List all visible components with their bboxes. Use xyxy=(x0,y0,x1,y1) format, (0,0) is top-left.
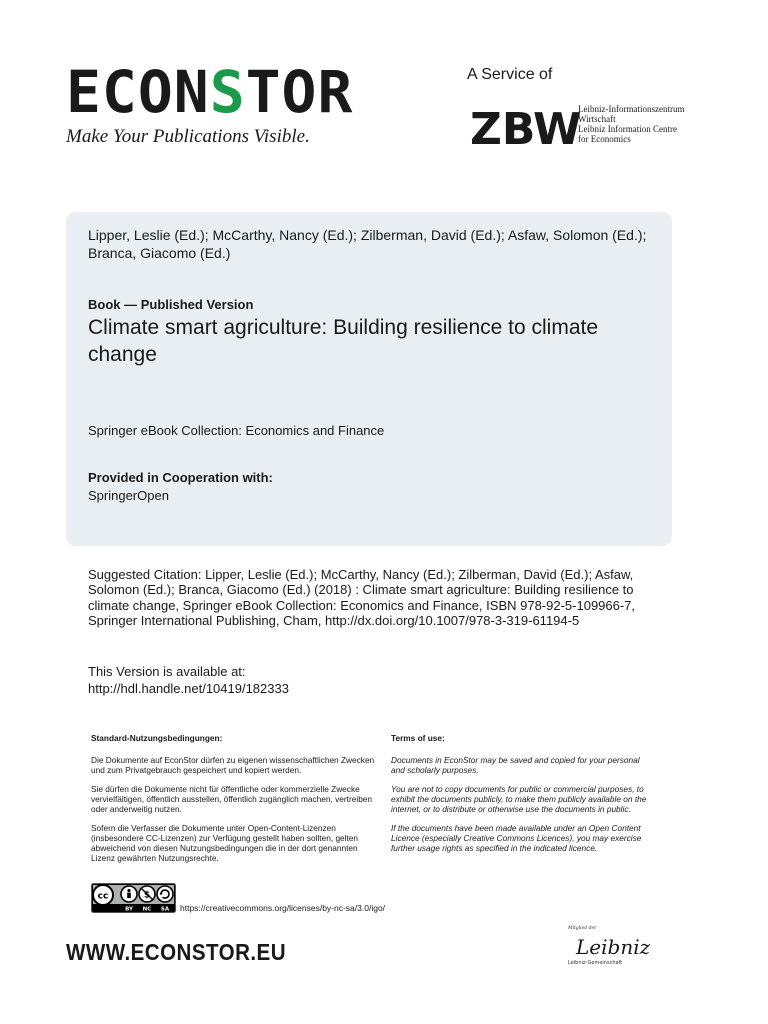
svg-text:$: $ xyxy=(143,890,151,901)
terms-german-heading: Standard-Nutzungsbedingungen: xyxy=(91,733,223,743)
leibniz-logo xyxy=(566,922,651,972)
zbw-line: Leibniz-Informationszentrum xyxy=(578,104,685,114)
zbw-logo-text: ZBW xyxy=(470,104,582,155)
terms-english-paragraph: If the documents have been made available under an Open Content Licence (especially Creative Commons Licences), you may exercise further usage rights as specified in the indicated licence. xyxy=(391,823,642,853)
service-of-label: A Service of xyxy=(467,66,553,83)
terms-german xyxy=(91,733,376,872)
leibniz-script-text: Leibniz xyxy=(576,935,651,959)
cc-license-badge[interactable] xyxy=(91,883,176,913)
publication-type: Book — Published Version xyxy=(88,297,254,312)
zbw-logo xyxy=(470,104,582,155)
document-title: Climate smart agriculture: Building resilience to climate change xyxy=(88,316,599,366)
cooperation-label: Provided in Cooperation with: xyxy=(88,470,273,485)
logo-wordmark-text: ECONSTOR xyxy=(66,58,354,126)
authors: Lipper, Leslie (Ed.); McCarthy, Nancy (Ed.); Zilberman, David (Ed.); Asfaw, Solomon (Ed.); Branca, Giacomo (Ed.) xyxy=(88,227,647,261)
version-label: This Version is available at: xyxy=(88,664,246,679)
econstor-logo xyxy=(66,58,366,126)
version-link[interactable]: http://hdl.handle.net/10419/182333 xyxy=(88,681,289,696)
sa-share-icon xyxy=(157,886,173,902)
cc-main-text: cc xyxy=(97,891,109,902)
zbw-line: Wirtschaft xyxy=(578,114,616,124)
license-link[interactable]: https://creativecommons.org/licenses/by-nc-sa/3.0/igo/ xyxy=(180,903,386,913)
terms-german-paragraph: Sofern die Verfasser die Dokumente unter Open-Content-Lizenzen (insbesondere CC-Lizenzen) zur Verfügung gestellt haben sollten, gelten abweichend von diesen Nutzungsbedingungen die in der dort genannten Lizenz gewährten Nutzungsrechte. xyxy=(91,823,359,863)
site-url-text: WWW.ECONSTOR.EU xyxy=(66,939,286,965)
zbw-line: for Economics xyxy=(578,134,631,144)
terms-german-paragraph: Sie dürfen die Dokumente nicht für öffentliche oder kommerzielle Zwecke vervielfältigen, öffentlich ausstellen, öffentlich zugänglich machen, vertreiben oder anderweitig nutzen. xyxy=(91,784,373,814)
zbw-line: Leibniz Information Centre xyxy=(578,124,677,134)
cooperation-value: SpringerOpen xyxy=(88,488,169,503)
econstor-site-link[interactable] xyxy=(66,938,296,964)
series: Springer eBook Collection: Economics and Finance xyxy=(88,423,385,438)
badge-label-by: BY xyxy=(125,906,133,913)
terms-german-paragraph: Die Dokumente auf EconStor dürfen zu eigenen wissenschaftlichen Zwecken und zum Privatgebrauch gespeichert und kopiert werden. xyxy=(91,755,375,775)
tagline: Make Your Publications Visible. xyxy=(66,126,310,147)
terms-english-heading: Terms of use: xyxy=(391,733,445,743)
suggested-citation: Suggested Citation: Lipper, Leslie (Ed.); McCarthy, Nancy (Ed.); Zilberman, David (Ed.); Asfaw, Solomon (Ed.); Branca, Giacomo (Ed.) (2018) : Climate smart agriculture: Building resilience to climate change, Springer eBook Collection: Economics and Finance, ISBN 978-92-5-109966-7, Springer International Publishing, Cham, http://dx.doi.org/10.1007/978-3-319-61194-5 xyxy=(88,567,636,628)
leibniz-sub-text: Leibniz-Gemeinschaft xyxy=(568,960,623,966)
badge-label-sa: SA xyxy=(160,906,170,913)
terms-english xyxy=(391,733,653,862)
badge-label-nc: NC xyxy=(142,906,152,913)
zbw-description xyxy=(578,104,684,144)
terms-english-paragraph: You are not to copy documents for public or commercial purposes, to exhibit the documents publicly, to make them publicly available on the internet, or to distribute or otherwise use the documents in public. xyxy=(391,784,647,814)
terms-english-paragraph: Documents in EconStor may be saved and copied for your personal and scholarly purposes. xyxy=(391,755,640,775)
leibniz-small-text: Mitglied der xyxy=(568,926,597,931)
